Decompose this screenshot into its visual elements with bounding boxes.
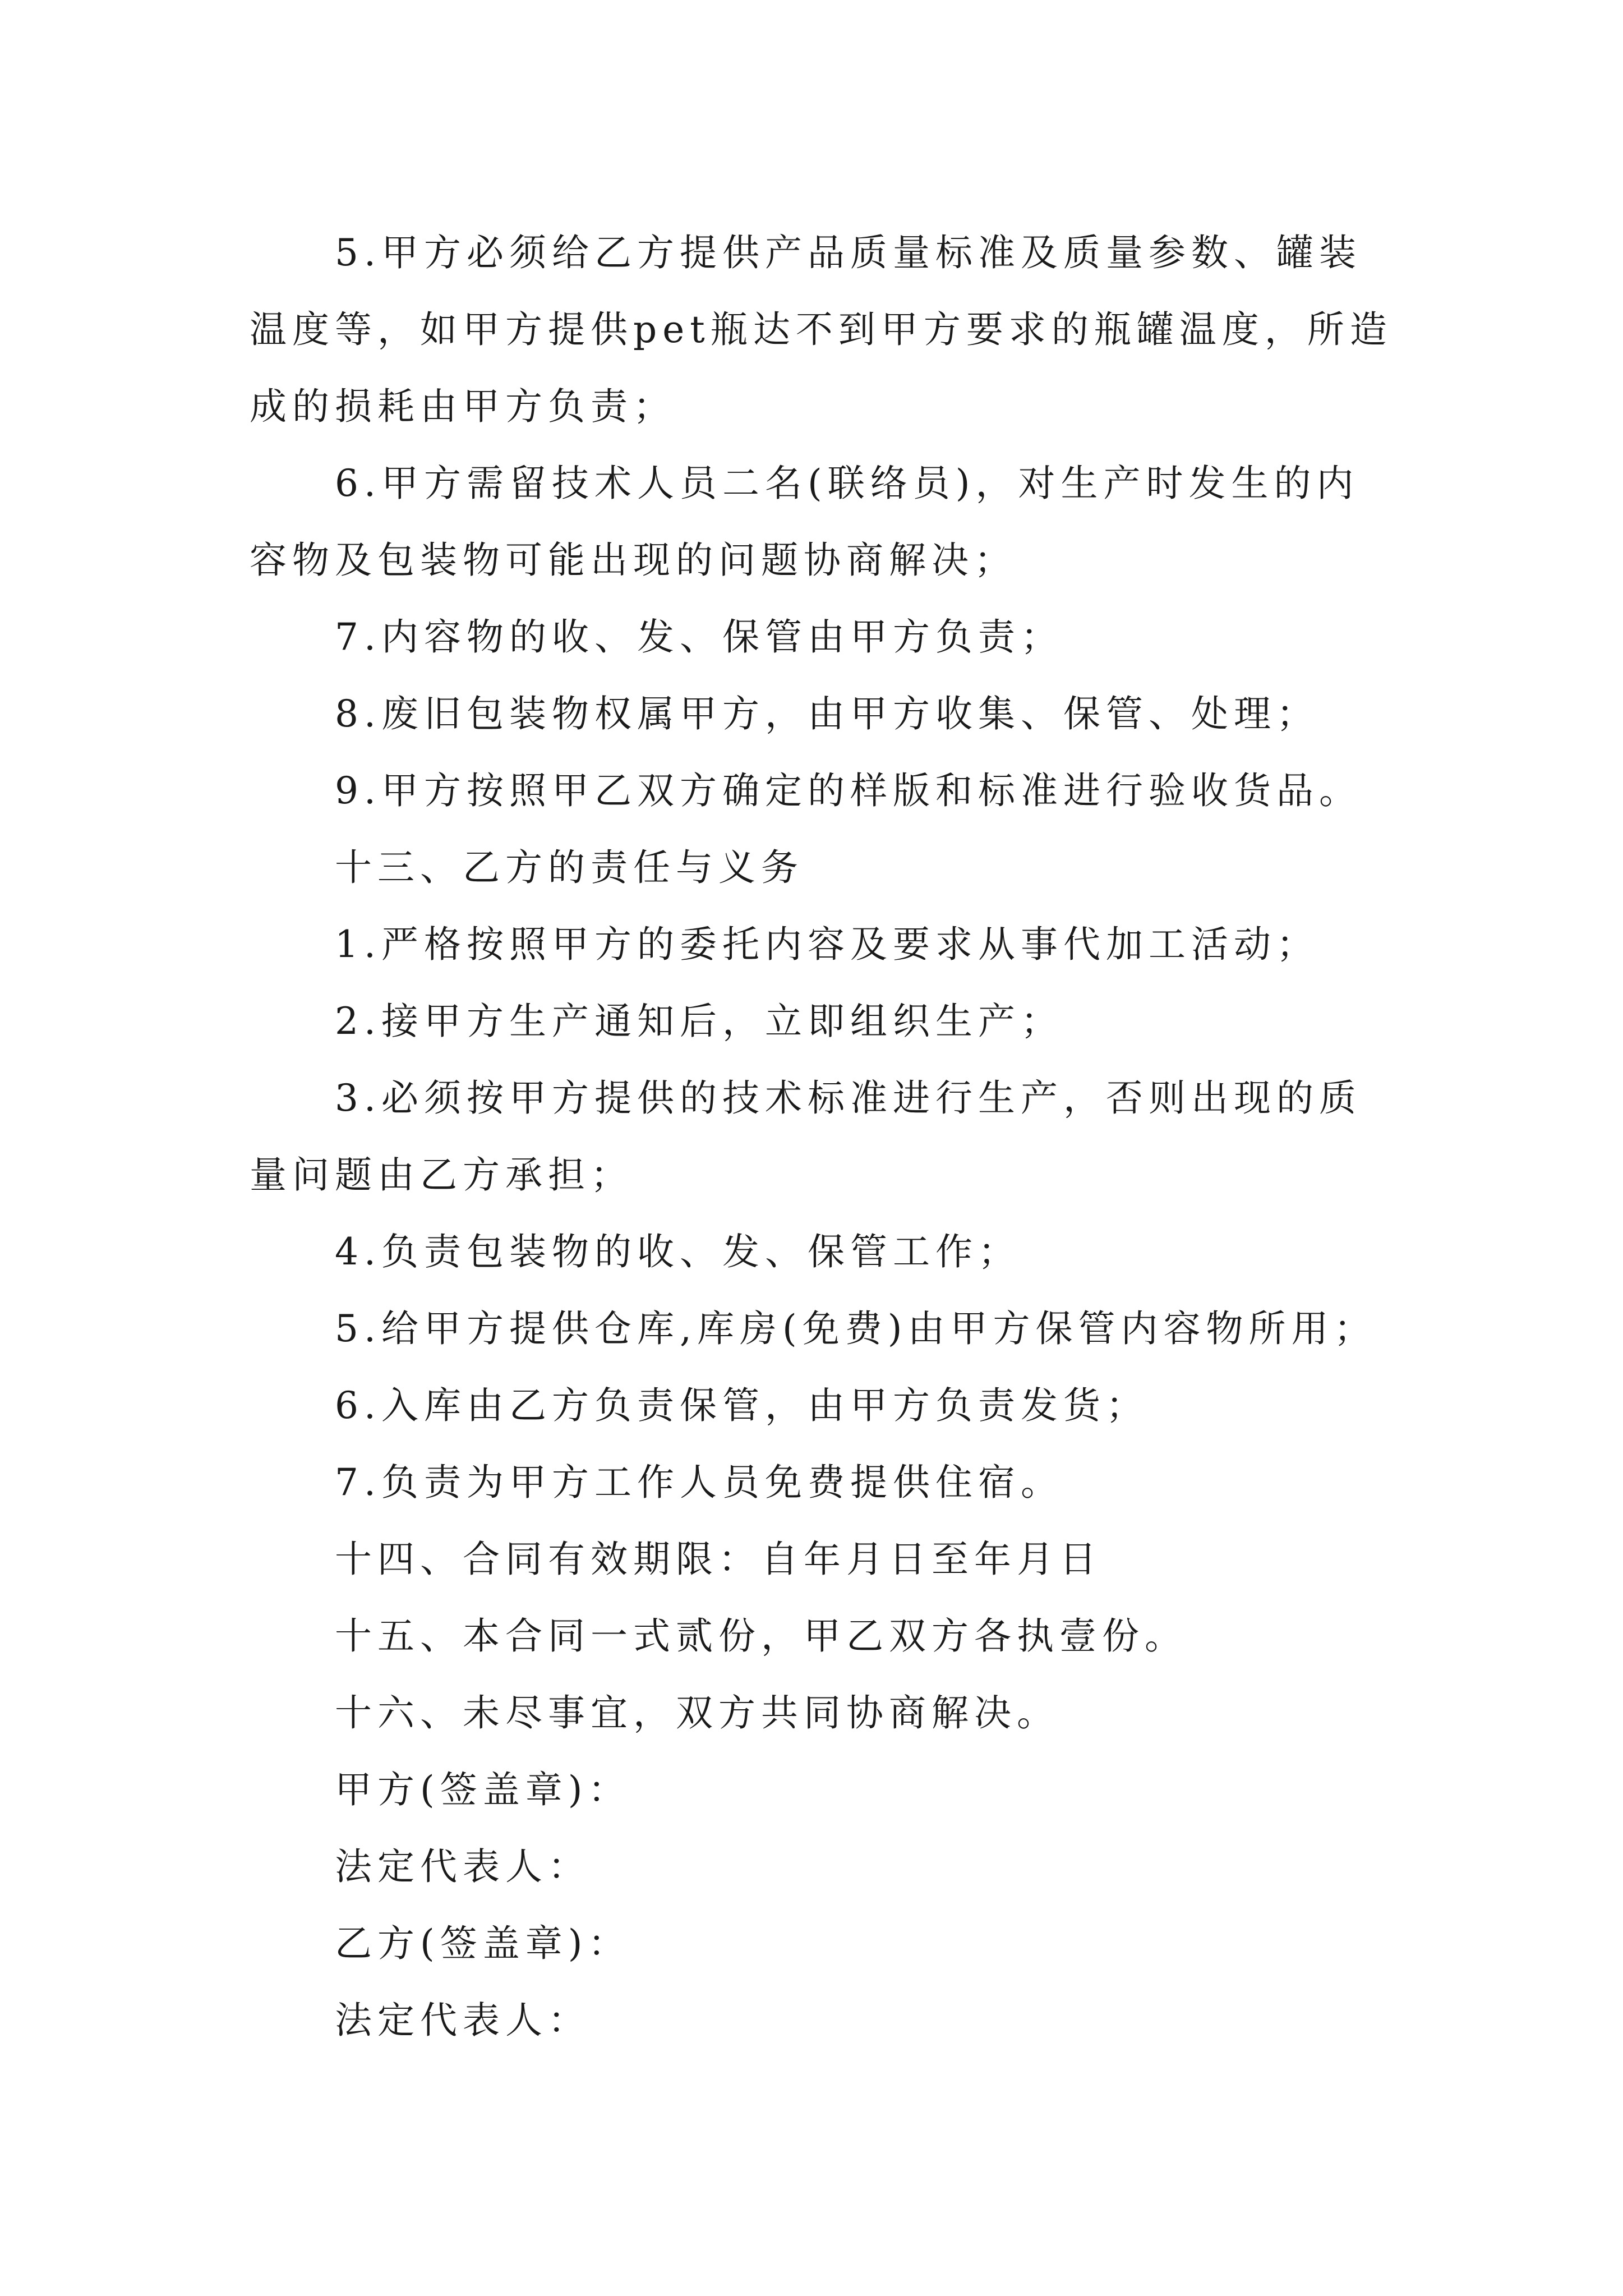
document-body	[250, 214, 1394, 2059]
clause-party-a-7: 7.内容物的收、发、保管由甲方负责；	[335, 615, 1063, 659]
clause-party-b-5: 5.给甲方提供仓库,库房(免费)由甲方保管内容物所用；	[335, 1307, 1377, 1350]
clause-party-b-7: 7.负责为甲方工作人员免费提供住宿。	[335, 1461, 1063, 1504]
clause-party-b-2: 2.接甲方生产通知后，立即组织生产；	[335, 1000, 1063, 1043]
party-b-representative-line: 法定代表人：	[335, 1999, 591, 2042]
party-b-signature-line: 乙方(签盖章)：	[335, 1922, 631, 1965]
clause-party-a-8: 8.废旧包装物权属甲方，由甲方收集、保管、处理；	[335, 692, 1319, 735]
clause-party-b-1: 1.严格按照甲方的委托内容及要求从事代加工活动；	[335, 923, 1319, 966]
clause-party-b-3: 3.必须按甲方提供的技术标准进行生产，否则出现的质量问题由乙方承担；	[250, 1076, 1362, 1197]
section-heading-15: 十五、本合同一式贰份，甲乙双方各执壹份。	[335, 1614, 1187, 1658]
clause-party-a-6: 6.甲方需留技术人员二名(联络员)，对生产时发生的内容物及包装物可能出现的问题协商解决；	[250, 462, 1359, 582]
party-a-signature-line: 甲方(签盖章)：	[335, 1768, 631, 1811]
section-heading-14: 十四、合同有效期限：自年月日至年月日	[335, 1538, 1102, 1581]
clause-party-b-4: 4.负责包装物的收、发、保管工作；	[335, 1230, 1021, 1273]
section-heading-13: 十三、乙方的责任与义务	[335, 846, 804, 889]
clause-party-a-5: 5.甲方必须给乙方提供产品质量标准及质量参数、罐装温度等，如甲方提供pet瓶达不到甲方要求的瓶罐温度，所造成的损耗由甲方负责；	[250, 231, 1393, 428]
party-a-representative-line: 法定代表人：	[335, 1845, 591, 1888]
clause-party-a-9: 9.甲方按照甲乙双方确定的样版和标准进行验收货品。	[335, 769, 1362, 812]
section-heading-16: 十六、未尽事宜，双方共同协商解决。	[335, 1691, 1059, 1734]
clause-party-b-6: 6.入库由乙方负责保管，由甲方负责发货；	[335, 1384, 1149, 1427]
